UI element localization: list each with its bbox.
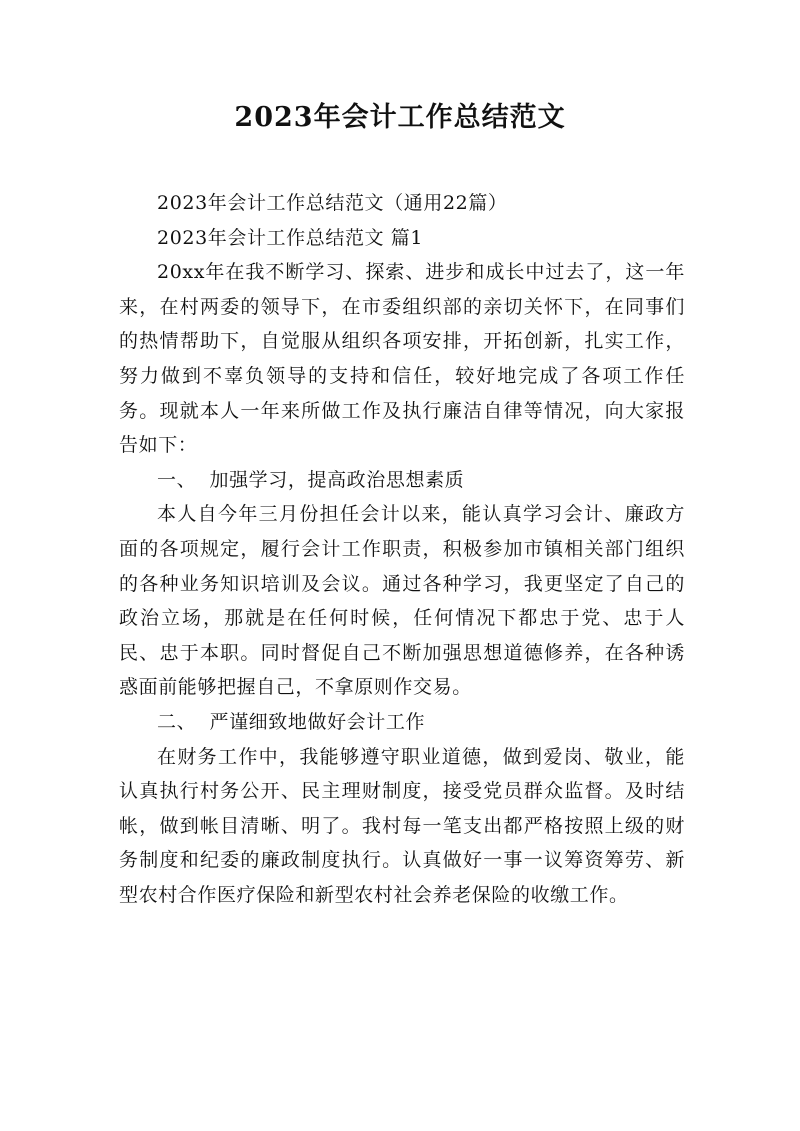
subtitle-line: 2023年会计工作总结范文（通用22篇） xyxy=(157,192,508,214)
intro-paragraph: 20xx年在我不断学习、探索、进步和成长中过去了，这一年来，在村两委的领导下，在市委组织部的亲切关怀下，在同事们的热情帮助下，自觉服从组织各项安排，开拓创新，扎实工作，努力做到不辜负领导的支持和信任，较好地完成了各项工作任务。现就本人一年来所做工作及执行廉洁自律等情况，向大家报告如下： xyxy=(119,261,685,457)
section-paragraph-2: 在财务工作中，我能够遵守职业道德，做到爱岗、敬业，能认真执行村务公开、民主理财制度，接受党员群众监督。及时结帐，做到帐目清晰、明了。我村每一笔支出都严格按照上级的财务制度和纪委的廉政制度执行。认真做好一事一议筹资筹劳、新型农村合作医疗保险和新型农村社会养老保险的收缴工作。 xyxy=(119,745,685,906)
section-label-line: 2023年会计工作总结范文 篇1 xyxy=(157,226,424,249)
section-heading-2: 二、 严谨细致地做好会计工作 xyxy=(157,710,426,733)
document-body xyxy=(119,186,685,912)
section-paragraph-1: 本人自今年三月份担任会计以来，能认真学习会计、廉政方面的各项规定，履行会计工作职责，积极参加市镇相关部门组织的各种业务知识培训及会议。通过各种学习，我更坚定了自己的政治立场，那就是在任何时候，任何情况下都忠于党、忠于人民、忠于本职。同时督促自己不断加强思想道德修养，在各种诱惑面前能够把握自己，不拿原则作交易。 xyxy=(119,503,685,699)
section-heading-1: 一、 加强学习，提高政治思想素质 xyxy=(157,468,465,491)
document-title: 2023年会计工作总结范文 xyxy=(234,102,566,133)
